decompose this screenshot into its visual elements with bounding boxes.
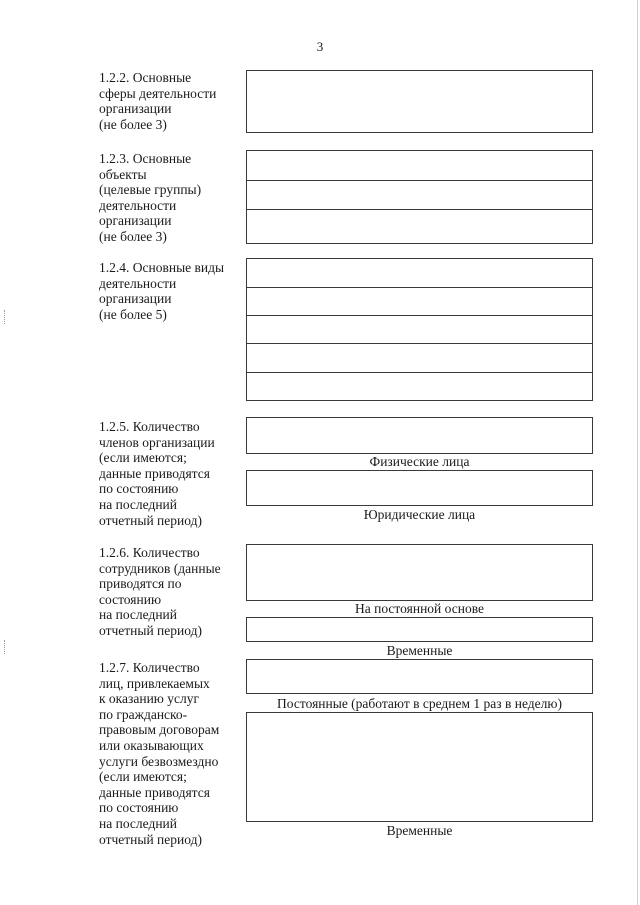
activity-type-field-2[interactable] <box>247 287 592 315</box>
activity-type-field-4[interactable] <box>247 343 592 372</box>
spheres-of-activity-field[interactable] <box>246 70 593 133</box>
members-individuals-caption: Физические лица <box>369 454 470 469</box>
section-1-2-7-label: 1.2.7. Количество лиц, привлекаемых к оказанию услуг по гражданско- правовым договорам или оказывающих услуги безвозмездно (если имеются; данные приводятся по состоянию на последний отчетный период) <box>99 660 220 847</box>
section-1-2-3-label: 1.2.3. Основные объекты (целевые группы) деятельности организации (не более 3) <box>99 151 202 244</box>
section-1-2-4-label: 1.2.4. Основные виды деятельности организации (не более 5) <box>99 260 225 322</box>
members-individuals-field[interactable] <box>246 417 593 454</box>
section-1-2-6-label: 1.2.6. Количество сотрудников (данные приводятся по состоянию на последний отчетный период) <box>99 545 221 638</box>
contractors-permanent-field[interactable] <box>246 659 593 694</box>
staff-permanent-caption: На постоянной основе <box>355 601 484 616</box>
scan-edge-mark <box>4 640 6 654</box>
activity-type-field-5[interactable] <box>247 372 592 400</box>
members-legal-entities-field[interactable] <box>246 470 593 506</box>
members-legal-entities-caption: Юридические лица <box>363 507 476 522</box>
target-group-field-1[interactable] <box>247 151 592 180</box>
section-1-2-5-label: 1.2.5. Количество членов организации (если имеются; данные приводятся по состоянию на последний отчетный период) <box>99 419 215 528</box>
page-number: 3 <box>316 39 324 54</box>
staff-permanent-field[interactable] <box>246 544 593 601</box>
activity-type-field-3[interactable] <box>247 315 592 343</box>
target-group-field-2[interactable] <box>247 180 592 209</box>
target-groups-table <box>246 150 593 244</box>
contractors-temporary-caption: Временные <box>386 823 453 838</box>
staff-temporary-caption: Временные <box>386 643 453 658</box>
scan-right-edge <box>637 0 638 905</box>
activity-type-field-1[interactable] <box>247 259 592 287</box>
target-group-field-3[interactable] <box>247 209 592 243</box>
scan-edge-mark <box>4 310 6 324</box>
section-1-2-2-label: 1.2.2. Основные сферы деятельности организации (не более 3) <box>99 70 217 132</box>
activity-types-table <box>246 258 593 401</box>
contractors-temporary-field[interactable] <box>246 712 593 822</box>
contractors-permanent-caption: Постоянные (работают в среднем 1 раз в неделю) <box>277 696 562 711</box>
staff-temporary-field[interactable] <box>246 617 593 642</box>
